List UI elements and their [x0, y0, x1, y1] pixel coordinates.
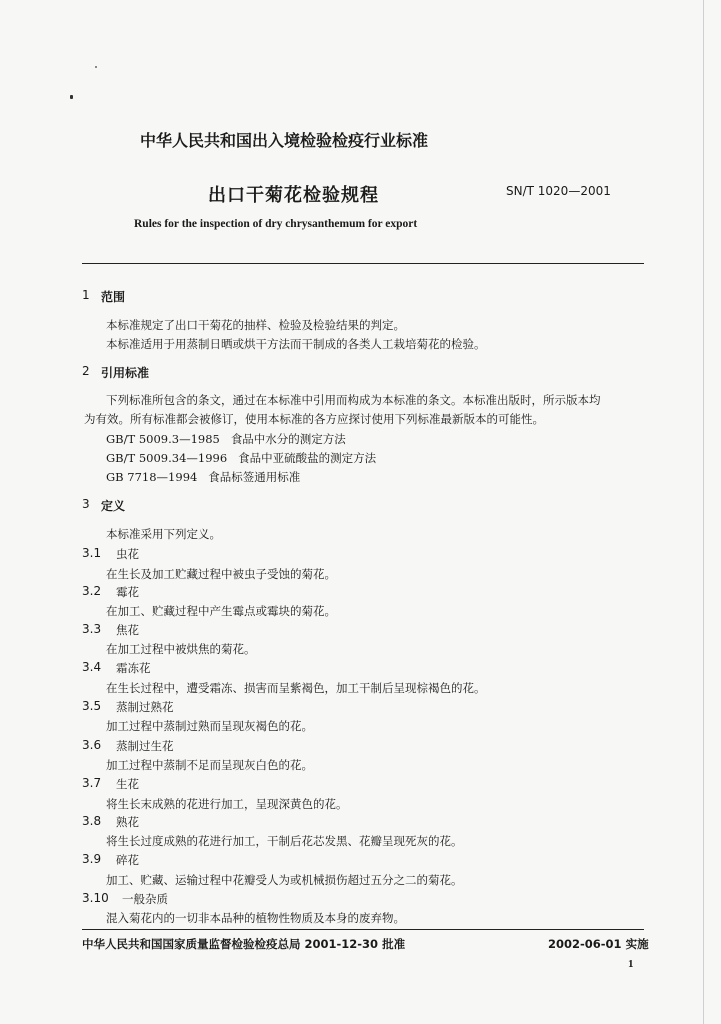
reference-title: 食品中水分的测定方法: [230, 432, 346, 446]
section-number: 1: [82, 288, 90, 302]
paragraph-line: 为有效。所有标准都会被修订，使用本标准的各方应探讨使用下列标准最新版本的可能性。: [84, 412, 544, 426]
definition-desc: 将生长末成熟的花进行加工，呈现深黄色的花。: [106, 797, 348, 811]
footer-rule: [82, 929, 644, 930]
definition-number: 3.5: [82, 699, 102, 713]
definition-term: 一般杂质: [122, 892, 168, 906]
reference-code: GB 7718—1994: [106, 470, 198, 484]
reference-item: [106, 431, 346, 447]
definition-number: 3.8: [82, 814, 102, 828]
definition-term: 生花: [116, 777, 139, 791]
section-title-references: 引用标准: [101, 366, 150, 380]
definition-desc: 将生长过度成熟的花进行加工，干制后花芯发黑、花瓣呈现死灰的花。: [106, 834, 463, 848]
definition-term: 霜冻花: [116, 661, 151, 675]
definition-term: 蒸制过生花: [116, 739, 174, 753]
header-rule: [82, 263, 644, 264]
org-title: 中华人民共和国出入境检验检疫行业标准: [140, 131, 429, 150]
reference-title: 食品标签通用标准: [208, 470, 301, 484]
effective-date: 2002-06-01 实施: [548, 937, 649, 951]
definition-term: 蒸制过熟花: [116, 700, 174, 714]
reference-title: 食品中亚硫酸盐的测定方法: [238, 451, 377, 465]
definition-term: 虫花: [116, 547, 139, 561]
doc-title: 出口干菊花检验规程: [208, 185, 379, 206]
definition-desc: 在生长过程中，遭受霜冻、损害而呈紫褐色，加工干制后呈现棕褐色的花。: [106, 681, 486, 695]
reference-item: [106, 469, 300, 485]
definition-desc: 加工过程中蒸制不足而呈现灰白色的花。: [106, 758, 313, 772]
scan-speck: [70, 95, 73, 99]
section-title-definitions: 定义: [101, 499, 126, 513]
english-title: Rules for the inspection of dry chrysanthemum for export: [134, 218, 418, 230]
section-number: 2: [82, 364, 90, 378]
definition-number: 3.1: [82, 546, 102, 560]
page-number: 1: [628, 958, 634, 970]
definition-number: 3.2: [82, 584, 102, 598]
scan-speck: [95, 66, 97, 68]
definition-desc: 混入菊花内的一切非本品种的植物性物质及本身的废弃物。: [106, 911, 405, 925]
reference-code: GB/T 5009.3—1985: [106, 432, 220, 446]
definition-number: 3.7: [82, 776, 102, 790]
definition-term: 焦花: [116, 623, 139, 637]
definition-number: 3.3: [82, 622, 102, 636]
approval-line: 中华人民共和国国家质量监督检验检疫总局 2001-12-30 批准: [82, 937, 406, 951]
definition-desc: 在加工、贮藏过程中产生霉点或霉块的菊花。: [106, 604, 336, 618]
definition-term: 熟花: [116, 815, 139, 829]
reference-item: [106, 450, 376, 466]
paragraph-line: 下列标准所包含的条文，通过在本标准中引用而构成为本标准的条文。本标准出版时，所示版本均: [106, 393, 601, 407]
reference-code: GB/T 5009.34—1996: [106, 451, 228, 465]
section-title-scope: 范围: [101, 290, 126, 304]
definition-term: 霉花: [116, 585, 139, 599]
standard-code: SN/T 1020—2001: [506, 184, 611, 198]
definition-desc: 在加工过程中被烘焦的菊花。: [106, 642, 256, 656]
definition-term: 碎花: [116, 853, 139, 867]
definition-number: 3.9: [82, 852, 102, 866]
section-number: 3: [82, 497, 90, 511]
paragraph: 本标准适用于用蒸制日晒或烘干方法而干制成的各类人工栽培菊花的检验。: [106, 337, 486, 351]
scan-edge-line: [703, 0, 704, 1024]
definition-number: 3.4: [82, 660, 102, 674]
definition-desc: 在生长及加工贮藏过程中被虫子受蚀的菊花。: [106, 567, 336, 581]
paragraph: 本标准采用下列定义。: [106, 527, 221, 541]
definition-desc: 加工、贮藏、运输过程中花瓣受人为或机械损伤超过五分之二的菊花。: [106, 873, 463, 887]
definition-number: 3.6: [82, 738, 102, 752]
paragraph: 本标准规定了出口干菊花的抽样、检验及检验结果的判定。: [106, 318, 405, 332]
definition-number: 3.10: [82, 891, 109, 905]
definition-desc: 加工过程中蒸制过熟而呈现灰褐色的花。: [106, 719, 313, 733]
